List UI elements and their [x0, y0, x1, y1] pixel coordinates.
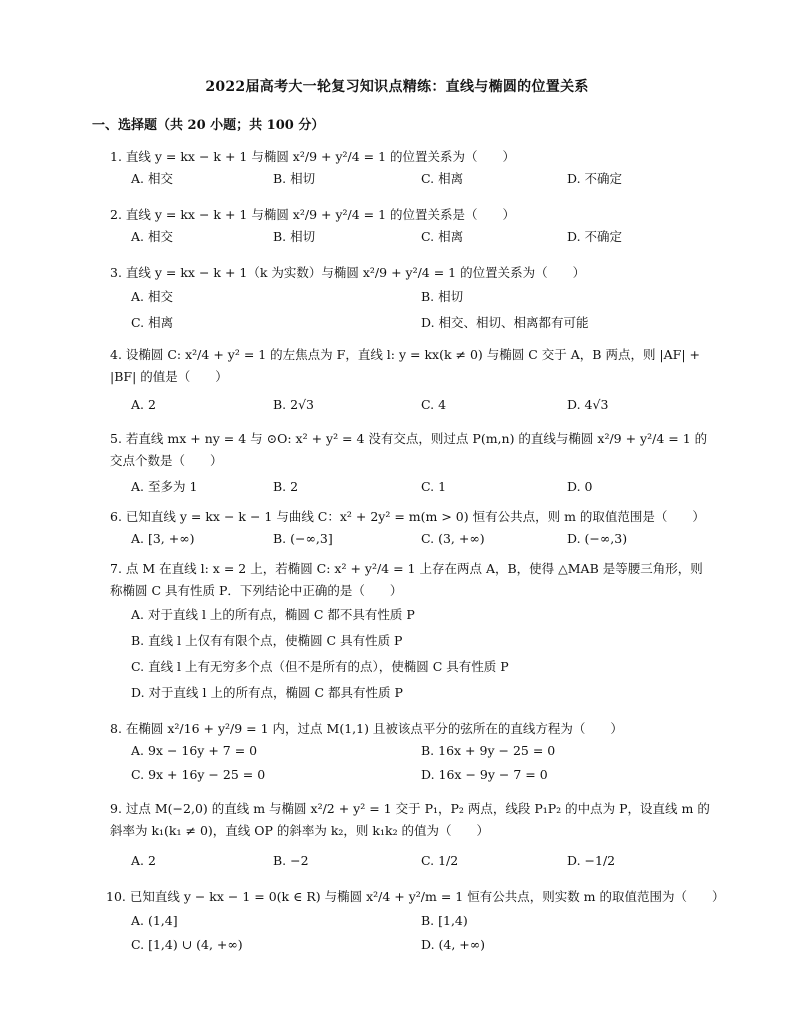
question-stem: 1. 直线 y = kx − k + 1 与椭圆 x²/9 + y²/4 = 1 的位置关系为（ ）: [110, 149, 516, 164]
option-a: A. 相交: [131, 229, 173, 244]
option-a: A. [3, +∞): [131, 531, 195, 546]
question-stem: 10. 已知直线 y − kx − 1 = 0(k ∈ R) 与椭圆 x²/4 + y²/m = 1 恒有公共点，则实数 m 的取值范围为（ ）: [106, 889, 725, 904]
option-c: C. 相离: [421, 229, 464, 244]
document-title: 2022届高考大一轮复习知识点精练：直线与椭圆的位置关系: [205, 79, 589, 95]
option-a: A. 相交: [131, 289, 173, 304]
option-d: D. −1/2: [567, 853, 616, 868]
question-stem: 6. 已知直线 y = kx − k − 1 与曲线 C：x² + 2y² = m(m > 0) 恒有公共点，则 m 的取值范围是（ ）: [110, 509, 705, 524]
question-4: [110, 344, 710, 416]
option-a: A. 9x − 16y + 7 = 0: [131, 743, 258, 758]
option-a: A. (1,4]: [131, 913, 178, 928]
question-7: [110, 558, 710, 706]
option-b: B. [1,4): [421, 913, 468, 928]
option-d: D. 不确定: [567, 171, 623, 186]
option-d: D. 不确定: [567, 229, 623, 244]
question-5: [110, 428, 710, 498]
option-a: A. 相交: [131, 171, 173, 186]
option-a: A. 对于直线 l 上的所有点，椭圆 C 都不具有性质 P: [131, 607, 415, 622]
option-b: B. 2: [273, 479, 299, 494]
option-a: A. 至多为 1: [131, 479, 198, 494]
option-c: C. 1: [421, 479, 447, 494]
question-3: [110, 262, 710, 336]
option-c: C. 1/2: [421, 853, 459, 868]
question-stem: 9. 过点 M(−2,0) 的直线 m 与椭圆 x²/2 + y² = 1 交于 P₁，P₂ 两点，线段 P₁P₂ 的中点为 P，设直线 m 的斜率为 k₁(k₁ ≠ 0)，直线 OP 的斜率为 k₂，则 k₁k₂ 的值为（ ）: [110, 801, 710, 838]
option-d: D. 对于直线 l 上的所有点，椭圆 C 都具有性质 P: [131, 685, 403, 700]
option-b: B. (−∞,3]: [273, 531, 333, 546]
option-d: D. (4, +∞): [421, 937, 486, 952]
question-stem: 7. 点 M 在直线 l: x = 2 上，若椭圆 C: x² + y²/4 = 1 上存在两点 A，B，使得 △MAB 是等腰三角形，则称椭圆 C 具有性质 P．下列结论中正确的是（ ）: [110, 561, 703, 598]
question-stem: 3. 直线 y = kx − k + 1（k 为实数）与椭圆 x²/9 + y²/4 = 1 的位置关系为（ ）: [110, 265, 586, 280]
question-1: [110, 146, 710, 190]
question-stem: 5. 若直线 mx + ny = 4 与 ⊙O: x² + y² = 4 没有交点，则过点 P(m,n) 的直线与椭圆 x²/9 + y²/4 = 1 的交点个数是（ ）: [110, 431, 708, 468]
option-d: D. (−∞,3): [567, 531, 628, 546]
option-d: D. 0: [567, 479, 593, 494]
option-c: C. 4: [421, 397, 447, 412]
option-d: D. 16x − 9y − 7 = 0: [421, 767, 548, 782]
option-c: C. 相离: [131, 315, 174, 330]
question-stem: 4. 设椭圆 C: x²/4 + y² = 1 的左焦点为 F，直线 l: y = kx(k ≠ 0) 与椭圆 C 交于 A，B 两点，则 |AF| + |BF| 的值是（ ）: [110, 347, 700, 384]
option-b: B. 16x + 9y − 25 = 0: [421, 743, 556, 758]
section-heading: 一、选择题（共 20 小题；共 100 分）: [92, 118, 325, 133]
question-9: [110, 798, 710, 872]
option-b: B. −2: [273, 853, 309, 868]
option-c: C. 9x + 16y − 25 = 0: [131, 767, 266, 782]
question-6: [110, 506, 710, 550]
option-d: D. 相交、相切、相离都有可能: [421, 315, 589, 330]
option-c: C. 直线 l 上有无穷多个点（但不是所有的点），使椭圆 C 具有性质 P: [131, 659, 509, 674]
option-b: B. 相切: [421, 289, 464, 304]
option-b: B. 2√3: [273, 397, 315, 412]
option-b: B. 相切: [273, 171, 316, 186]
question-8: [110, 718, 710, 790]
option-c: C. [1,4) ∪ (4, +∞): [131, 937, 243, 952]
option-a: A. 2: [131, 397, 156, 412]
option-c: C. (3, +∞): [421, 531, 485, 546]
option-d: D. 4√3: [567, 397, 609, 412]
question-stem: 2. 直线 y = kx − k + 1 与椭圆 x²/9 + y²/4 = 1 的位置关系是（ ）: [110, 207, 516, 222]
option-b: B. 相切: [273, 229, 316, 244]
option-b: B. 直线 l 上仅有有限个点，使椭圆 C 具有性质 P: [131, 633, 403, 648]
question-10: [106, 886, 725, 958]
question-stem: 8. 在椭圆 x²/16 + y²/9 = 1 内，过点 M(1,1) 且被该点平分的弦所在的直线方程为（ ）: [110, 721, 623, 736]
option-a: A. 2: [131, 853, 156, 868]
option-c: C. 相离: [421, 171, 464, 186]
question-2: [110, 204, 710, 248]
